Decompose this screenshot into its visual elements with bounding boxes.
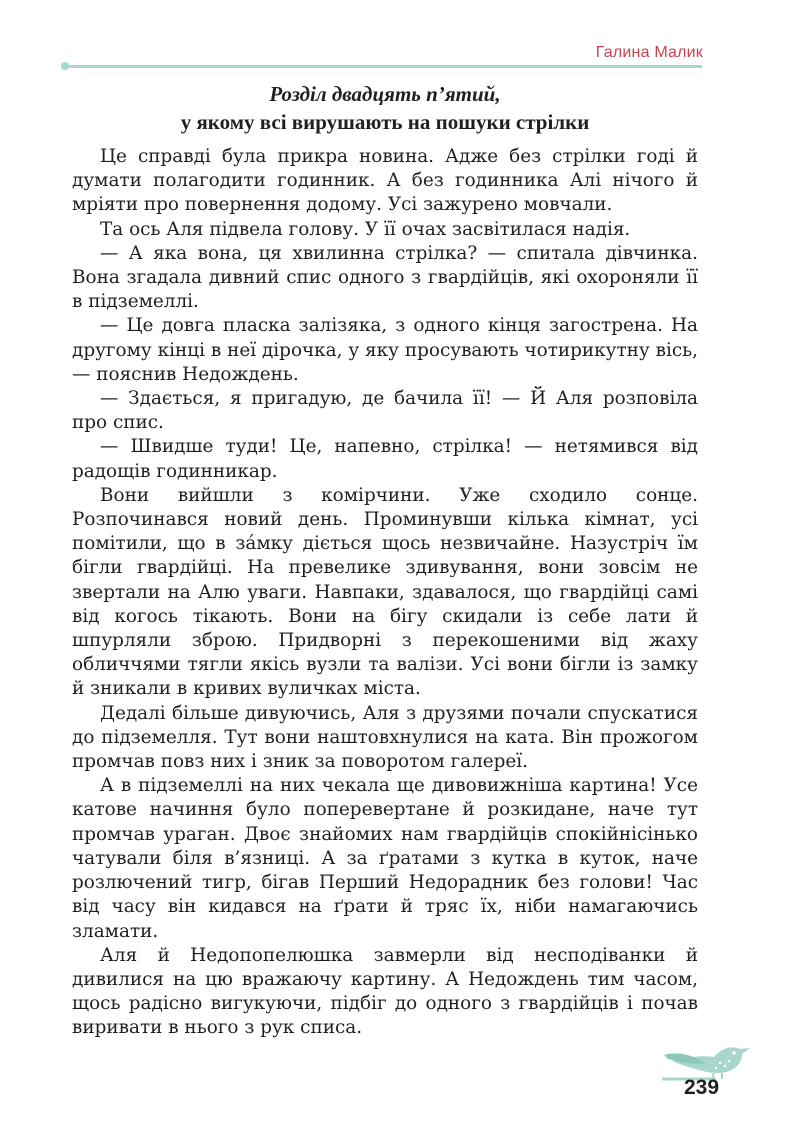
paragraph: Дедалі більше дивуючись, Аля з друзями почали спускатися до підземелля. Тут вони наштовхнулися на ката. Він прожогом промчав повз них і зник за поворотом галереї. bbox=[72, 702, 698, 773]
bird-eye bbox=[732, 1051, 736, 1055]
paragraph: Та ось Аля підвела голову. У її очах засвітилася надія. bbox=[100, 218, 631, 240]
paragraph: — Це довга пласка залізяка, з одного кінця загострена. На другому кінці в неї дірочка, у яку просувають чотирикутну вісь, — пояснив Недождень. bbox=[72, 315, 698, 385]
paragraph: Аля й Недопопелюшка завмерли від несподіванки й дивилися на цю вражаючу картину. А Недождень тим часом, щось радісно вигукуючи, підбіг до одного з гвардійців і почав виривати в нього з рук списа. bbox=[72, 944, 698, 1039]
paragraph: — А яка вона, ця хвилинна стрілка? — спитала дівчинка. Вона згадала дивний спис одного з гвардійців, які охороняли її в підземеллі. bbox=[72, 242, 698, 313]
chapter-heading bbox=[70, 80, 700, 136]
body-text bbox=[72, 145, 698, 1041]
paragraph: — Здається, я пригадую, де бачила її! — Й Аля розповіла про спис. bbox=[72, 388, 698, 434]
running-header-author: Галина Малик bbox=[595, 44, 703, 61]
paragraph: Це справді була прикра новина. Адже без стрілки годі й думати полагодити годинник. А без годинника Алі нічого й мріяти про повернення додому. Усі зажурено мовчали. bbox=[72, 146, 698, 216]
paragraph: — Швидше туди! Це, напевно, стрілка! — нетямився від радощів годинникар. bbox=[72, 436, 698, 482]
page-number: 239 bbox=[684, 1076, 720, 1099]
chapter-title: Розділ двадцять п’ятий, bbox=[269, 82, 501, 106]
paragraph: А в підземеллі на них чекала ще дивовижніша картина! Усе катове начиння було поперевертане й розкидане, наче тут промчав ураган. Двоє знайомих нам гвардійців спокійнісінько чатували біля в’язниці. А за ґратами з кутка в куток, наче розлючений тигр, бігав Перший Недорадник без голови! Час від часу він кидався на ґрати й тряс їх, ніби намагаючись зламати. bbox=[72, 775, 698, 942]
header-rule bbox=[66, 65, 702, 68]
paragraph: Вони вийшли з комірчини. Уже сходило сонце. Розпочинався новий день. Проминувши кілька кімнат, усі помітили, що в за́мку діється щось незвичайне. Назустріч їм бігли гвардійці. На превелике здивування, вони зовсім не звертали на Алю уваги. Навпаки, здавалося, що гвардійці самі від когось тікають. Вони на бігу скидали із себе лати й шпурляли зброю. Придворні з перекошеними від жаху обличчями тягли якісь вузли та валізи. Усі вони бігли із замку й зникали в кривих вуличках міста. bbox=[72, 484, 698, 700]
chapter-subtitle: у якому всі вирушають на пошуки стрілки bbox=[180, 110, 590, 134]
